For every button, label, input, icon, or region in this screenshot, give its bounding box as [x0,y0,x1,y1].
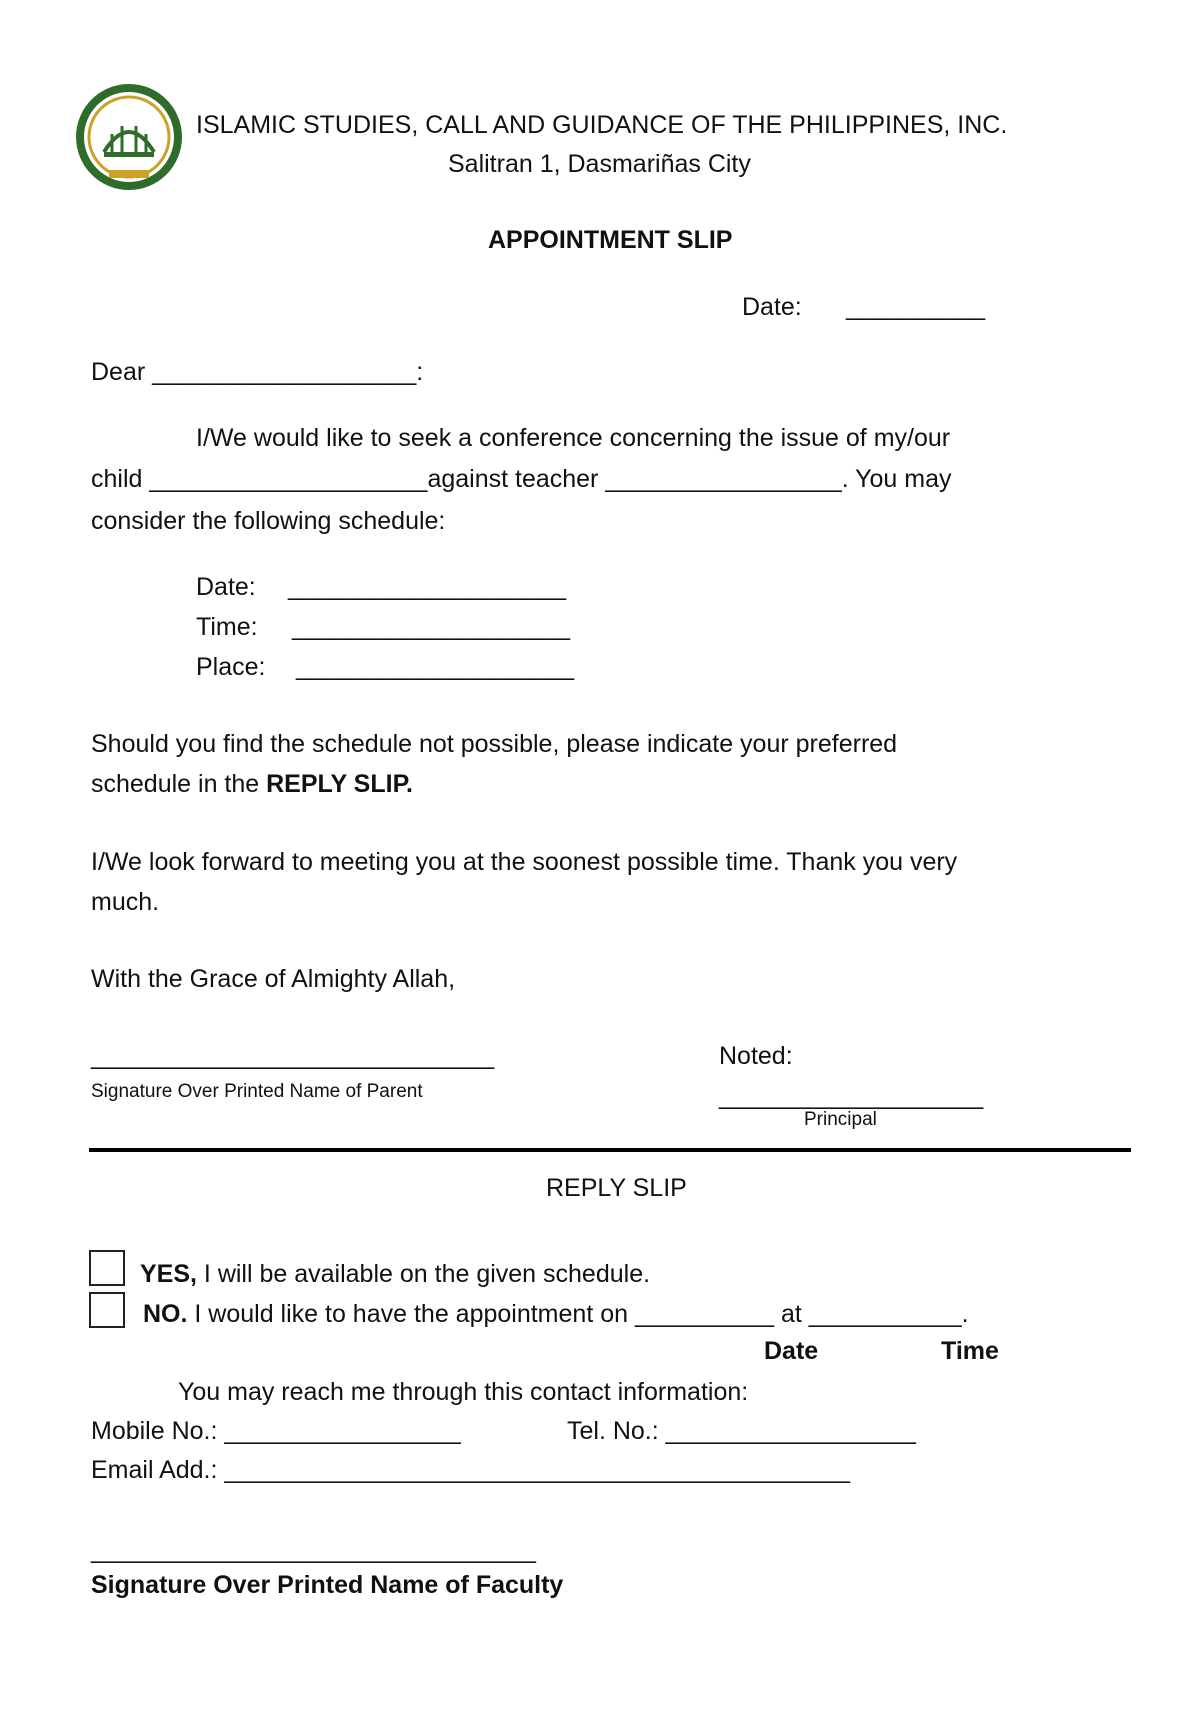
organization-name: ISLAMIC STUDIES, CALL AND GUIDANCE OF THE PHILIPPINES, INC. [196,111,1008,139]
parent-signature-caption: Signature Over Printed Name of Parent [91,1081,423,1102]
email-field: Email Add.: _____________________________________________ [91,1456,851,1484]
yes-checkbox[interactable] [89,1250,125,1286]
mobile-number-field: Mobile No.: _________________ [91,1417,461,1445]
time-caption: Time [941,1337,999,1365]
contact-intro: You may reach me through this contact information: [178,1378,749,1406]
closing-line-1: I/We look forward to meeting you at the soonest possible time. Thank you very [91,848,958,876]
date-blank: __________ [846,293,986,321]
schedule-time-label: Time: [196,613,258,641]
yes-option [140,1262,650,1287]
principal-caption: Principal [804,1109,877,1130]
no-option [143,1302,969,1327]
yes-text: I will be available on the given schedule. [196,1260,651,1288]
faculty-signature-line: ________________________________ [91,1536,536,1564]
parent-signature-line: _____________________________ [91,1042,495,1070]
document-title: APPOINTMENT SLIP [488,226,733,254]
no-text: I would like to have the appointment on __________ at ___________. [187,1300,969,1328]
body-line-2: child ____________________against teacher _________________. You may [91,465,952,493]
date-label: Date: [742,293,802,321]
principal-signature-line: ___________________ [719,1082,984,1110]
note-line-1: Should you find the schedule not possible, please indicate your preferred [91,730,898,758]
reply-slip-title: REPLY SLIP [546,1174,687,1202]
note-line-2-text: schedule in the [91,770,267,798]
yes-label: YES, [140,1260,197,1288]
closing-line-2: much. [91,888,160,916]
no-checkbox[interactable] [89,1292,125,1328]
salutation: Dear ___________________: [91,358,424,386]
schedule-place-label: Place: [196,653,266,681]
body-line-1: I/We would like to seek a conference concerning the issue of my/our [196,424,951,452]
schedule-time-blank: ____________________ [292,613,571,641]
no-label: NO. [143,1300,188,1328]
schedule-place-blank: ____________________ [296,653,575,681]
grace-line: With the Grace of Almighty Allah, [91,965,456,993]
date-caption: Date [764,1337,819,1365]
faculty-signature-caption: Signature Over Printed Name of Faculty [91,1571,564,1599]
section-divider [89,1148,1131,1152]
telephone-number-field: Tel. No.: __________________ [567,1417,916,1445]
organization-address: Salitran 1, Dasmariñas City [448,150,751,178]
schedule-date-label: Date: [196,573,256,601]
reply-slip-reference: REPLY SLIP. [266,770,413,798]
note-line-2 [91,772,413,797]
schedule-date-blank: ____________________ [288,573,567,601]
body-line-3: consider the following schedule: [91,507,446,535]
noted-label: Noted: [719,1042,793,1070]
organization-seal-logo [74,82,184,192]
